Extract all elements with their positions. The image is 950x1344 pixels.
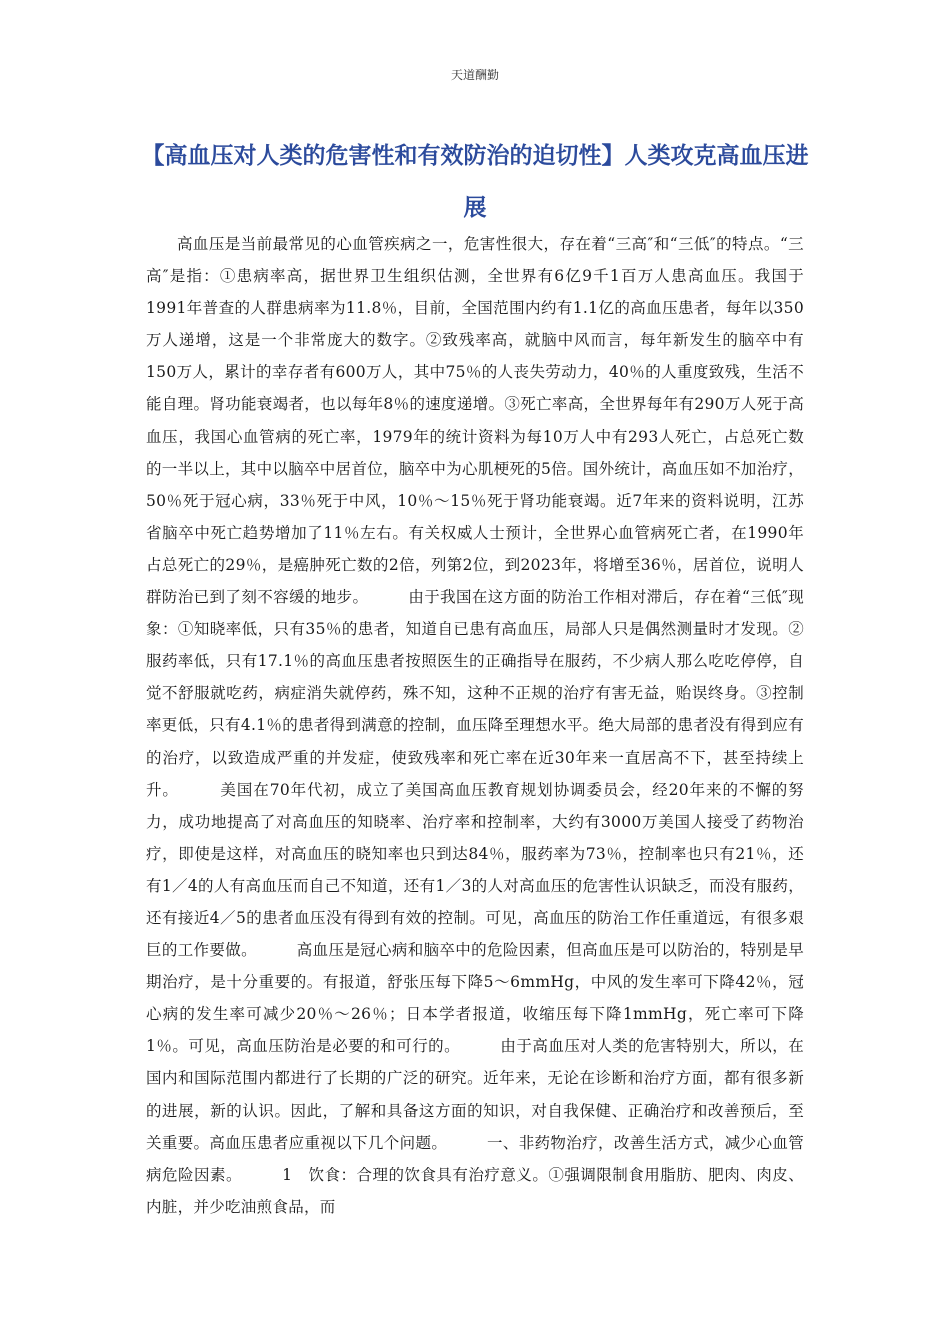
- body-paragraph: 高血压是当前最常见的心血管疾病之一，危害性很大，存在着“三高″和“三低″的特点。“三高″是指：①患病率高，据世界卫生组织估测，全世界有6亿9千1百万人患高血压。我国于1991年普查的人群患病率为11.8％，目前，全国范围内约有1.1亿的高血压患者，每年以350万人递增，这是一个非常庞大的数字。②致残率高，就脑中风而言，每年新发生的脑卒中有150万人，累计的幸存者有600万人，其中75％的人丧失劳动力，40％的人重度致残，生活不能自理。肾功能衰竭者，也以每年8％的速度递增。③死亡率高，全世界每年有290万人死于高血压，我国心血管病的死亡率，1979年的统计资料为每10万人中有293人死亡，占总死亡数的一半以上，其中以脑卒中居首位，脑卒中为心肌梗死的5倍。国外统计，高血压如不加治疗，50％死于冠心病，33％死于中风，10％～15％死于肾功能衰竭。近7年来的资料说明，江苏省脑卒中死亡趋势增加了11％左右。有关权威人士预计，全世界心血管病死亡者，在1990年占总死亡的29％，是癌肿死亡数的2倍，列第2位，到2023年，将增至36％，居首位，说明人群防治已到了刻不容缓的地步。 由于我国在这方面的防治工作相对滞后，存在着“三低″现象：①知晓率低，只有35％的患者，知道自已患有高血压，局部人只是偶然测量时才发现。②服药率低，只有17.1％的高血压患者按照医生的正确指导在服药，不少病人那么吃吃停停，自觉不舒服就吃药，病症消失就停药，殊不知，这种不正规的治疗有害无益，贻误终身。③控制率更低，只有4.1％的患者得到满意的控制，血压降至理想水平。绝大局部的患者没有得到应有的治疗，以致造成严重的并发症，使致残率和死亡率在近30年来一直居高不下，甚至持续上升。 美国在70年代初，成立了美国高血压教育规划协调委员会，经20年来的不懈的努力，成功地提高了对高血压的知晓率、治疗率和控制率，大约有3000万美国人接受了药物治疗，即使是这样，对高血压的晓知率也只到达84％，服药率为73％，控制率也只有21％，还有1／4的人有高血压而自己不知道，还有1／3的人对高血压的危害性认识缺乏，而没有服药，还有接近4／5的患者血压没有得到有效的控制。可见，高血压的防治工作任重道远，有很多艰巨的工作要做。 高血压是冠心病和脑卒中的危险因素，但高血压是可以防治的，特别是早期治疗，是十分重要的。有报道，舒张压每下降5～6mmHg，中风的发生率可下降42％，冠心病的发生率可减少20％～26％；日本学者报道，收缩压每下降1mmHg，死亡率可下降1％。可见，高血压防治是必要的和可行的。 由于高血压对人类的危害特别大，所以，在国内和国际范围内都进行了长期的广泛的研究。近年来，无论在诊断和治疗方面，都有很多新的进展，新的认识。因此，了解和具备这方面的知识，对自我保健、正确治疗和改善预后，至关重要。高血压患者应重视以下几个问题。 一、非药物治疗，改善生活方式，减少心血管病危险因素。 1 饮食：合理的饮食具有治疗意义。①强调限制食用脂肪、肥肉、肉皮、内脏，并少吃油煎食品，而: [146, 235, 804, 1216]
- document-body: [146, 228, 804, 1223]
- page-header: 天道酬勤: [450, 68, 499, 82]
- document-title: 【高血压对人类的危害性和有效防治的迫切性】人类攻克高血压进展: [141, 143, 809, 221]
